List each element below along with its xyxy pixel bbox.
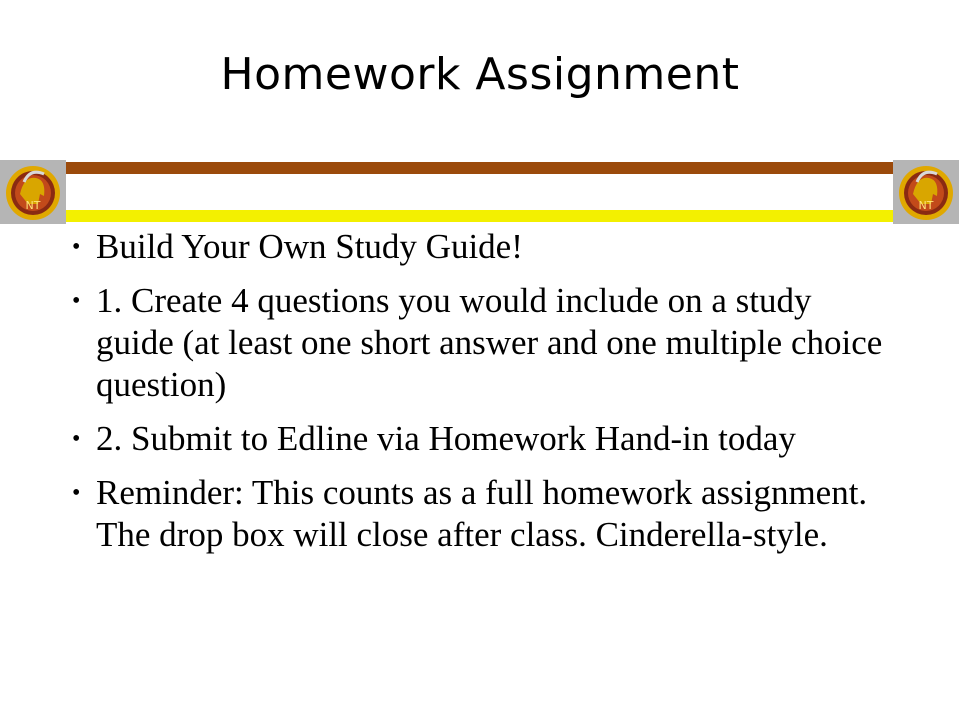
logo-text: NT [25, 199, 41, 212]
right-logo [893, 160, 959, 224]
bullet-icon: • [72, 426, 81, 452]
bullet-item [72, 418, 892, 460]
bullet-icon: • [72, 234, 81, 260]
bullet-text: Reminder: This counts as a full homework assignment. The drop box will close after class. Cinderella-style. [96, 473, 868, 554]
bullet-icon: • [72, 288, 81, 314]
slide-title: Homework Assignment [220, 49, 740, 100]
bullet-item [72, 280, 892, 406]
bullet-text: 2. Submit to Edline via Homework Hand-in today [96, 419, 796, 458]
bullet-item [72, 472, 892, 556]
white-spacer-bar [66, 174, 893, 210]
bottom-accent-bar [66, 210, 893, 222]
top-accent-bar [66, 162, 893, 174]
bullet-text: 1. Create 4 questions you would include on a study guide (at least one short answer and one multiple choice question) [96, 281, 883, 404]
logo-text: NT [918, 199, 934, 212]
left-logo [0, 160, 66, 224]
bullet-icon: • [72, 480, 81, 506]
bullet-item [72, 226, 892, 268]
bullet-list [72, 226, 892, 568]
bullet-text: Build Your Own Study Guide! [96, 227, 523, 266]
